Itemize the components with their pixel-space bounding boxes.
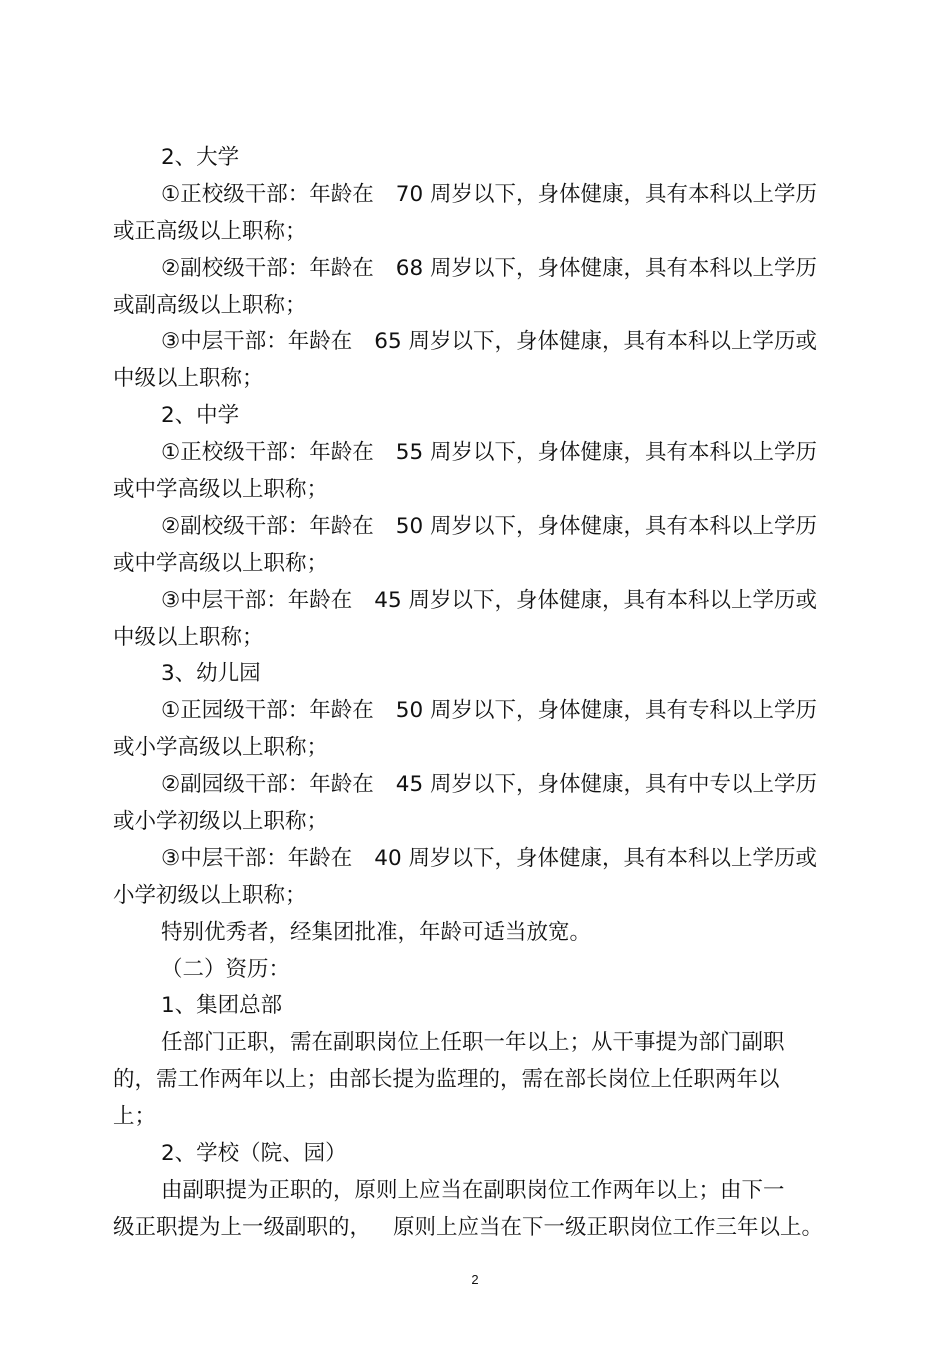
line-text: 由副职提为正职的，原则上应当在副职岗位工作两年以上；由下一 bbox=[161, 1177, 785, 1203]
line-text: 2、中学 bbox=[161, 403, 240, 429]
line-text: 小学初级以上职称； bbox=[113, 882, 307, 908]
line-text-start: ③中层干部：年龄在 bbox=[161, 329, 353, 355]
line-text-end: 50 周岁以下，身体健康，具有本科以上学历 bbox=[395, 513, 817, 539]
line-text: 或副高级以上职称； bbox=[113, 292, 307, 318]
text-line bbox=[113, 251, 833, 288]
text-line bbox=[113, 1210, 833, 1247]
text-line bbox=[113, 1062, 833, 1099]
line-text-end: 原则上应当在下一级正职岗位工作三年以上。 bbox=[393, 1214, 824, 1240]
line-text-end: 45 周岁以下，身体健康，具有本科以上学历或 bbox=[374, 587, 817, 613]
text-line bbox=[113, 1025, 833, 1062]
text-line bbox=[113, 288, 833, 325]
line-text: 或中学高级以上职称； bbox=[113, 477, 329, 503]
line-text: 3、幼儿园 bbox=[161, 661, 261, 687]
line-text-end: 45 周岁以下，身体健康，具有中专以上学历 bbox=[395, 772, 817, 798]
text-line bbox=[113, 1173, 833, 1210]
line-text: 1、集团总部 bbox=[161, 993, 283, 1019]
line-text: 或小学初级以上职称； bbox=[113, 809, 329, 835]
line-text-start: ①正园级干部：年龄在 bbox=[161, 698, 374, 724]
text-line bbox=[113, 361, 833, 398]
line-text: 或小学高级以上职称； bbox=[113, 735, 329, 761]
text-line bbox=[113, 952, 833, 989]
text-line bbox=[113, 620, 833, 657]
text-line bbox=[113, 730, 833, 767]
text-line bbox=[113, 509, 833, 546]
line-text-start: ③中层干部：年龄在 bbox=[161, 845, 353, 871]
text-line bbox=[113, 841, 833, 878]
text-line bbox=[113, 177, 833, 214]
text-line bbox=[113, 324, 833, 361]
line-text-end: 40 周岁以下，身体健康，具有本科以上学历或 bbox=[374, 845, 817, 871]
line-text-start: ③中层干部：年龄在 bbox=[161, 587, 353, 613]
text-line bbox=[113, 546, 833, 583]
text-line bbox=[113, 1136, 833, 1173]
line-text: 中级以上职称； bbox=[113, 624, 264, 650]
text-line bbox=[113, 656, 833, 693]
document-body bbox=[113, 140, 833, 1247]
text-line bbox=[113, 878, 833, 915]
line-text: 2、大学 bbox=[161, 145, 240, 170]
line-text-start: ①正校级干部：年龄在 bbox=[161, 181, 374, 207]
text-line bbox=[113, 804, 833, 841]
line-text-end: 68 周岁以下，身体健康，具有本科以上学历 bbox=[395, 255, 817, 281]
line-text-start: ②副校级干部：年龄在 bbox=[161, 255, 374, 281]
line-text: 任部门正职，需在副职岗位上任职一年以上；从干事提为部门副职 bbox=[161, 1030, 785, 1056]
line-text-end: 65 周岁以下，身体健康，具有本科以上学历或 bbox=[374, 329, 817, 355]
text-line bbox=[113, 988, 833, 1025]
line-text: 2、学校（院、园） bbox=[161, 1141, 347, 1167]
text-line bbox=[113, 140, 833, 177]
line-text: 或正高级以上职称； bbox=[113, 218, 307, 244]
line-text-start: ②副校级干部：年龄在 bbox=[161, 513, 374, 539]
line-text: 的，需工作两年以上；由部长提为监理的，需在部长岗位上任职两年以 bbox=[113, 1067, 780, 1093]
text-line bbox=[113, 767, 833, 804]
line-text: 或中学高级以上职称； bbox=[113, 550, 329, 576]
text-line bbox=[113, 435, 833, 472]
text-line bbox=[113, 398, 833, 435]
text-line bbox=[113, 915, 833, 952]
page-number: 2 bbox=[471, 1272, 479, 1287]
line-text: 中级以上职称； bbox=[113, 366, 264, 392]
text-line bbox=[113, 472, 833, 509]
line-text-end: 55 周岁以下，身体健康，具有本科以上学历 bbox=[395, 440, 817, 466]
line-text-start: ②副园级干部：年龄在 bbox=[161, 772, 374, 798]
line-text: （二）资历： bbox=[161, 956, 291, 982]
line-text-end: 50 周岁以下，身体健康，具有专科以上学历 bbox=[395, 698, 817, 724]
text-line bbox=[113, 583, 833, 620]
text-line bbox=[113, 1099, 833, 1136]
line-text-start: ①正校级干部：年龄在 bbox=[161, 440, 374, 466]
line-text: 上； bbox=[113, 1104, 157, 1130]
line-text-end: 70 周岁以下，身体健康，具有本科以上学历 bbox=[395, 181, 817, 207]
line-text-start: 级正职提为上一级副职的， bbox=[113, 1214, 372, 1240]
line-text: 特别优秀者，经集团批准，年龄可适当放宽。 bbox=[161, 919, 592, 945]
text-line bbox=[113, 693, 833, 730]
text-line bbox=[113, 214, 833, 251]
